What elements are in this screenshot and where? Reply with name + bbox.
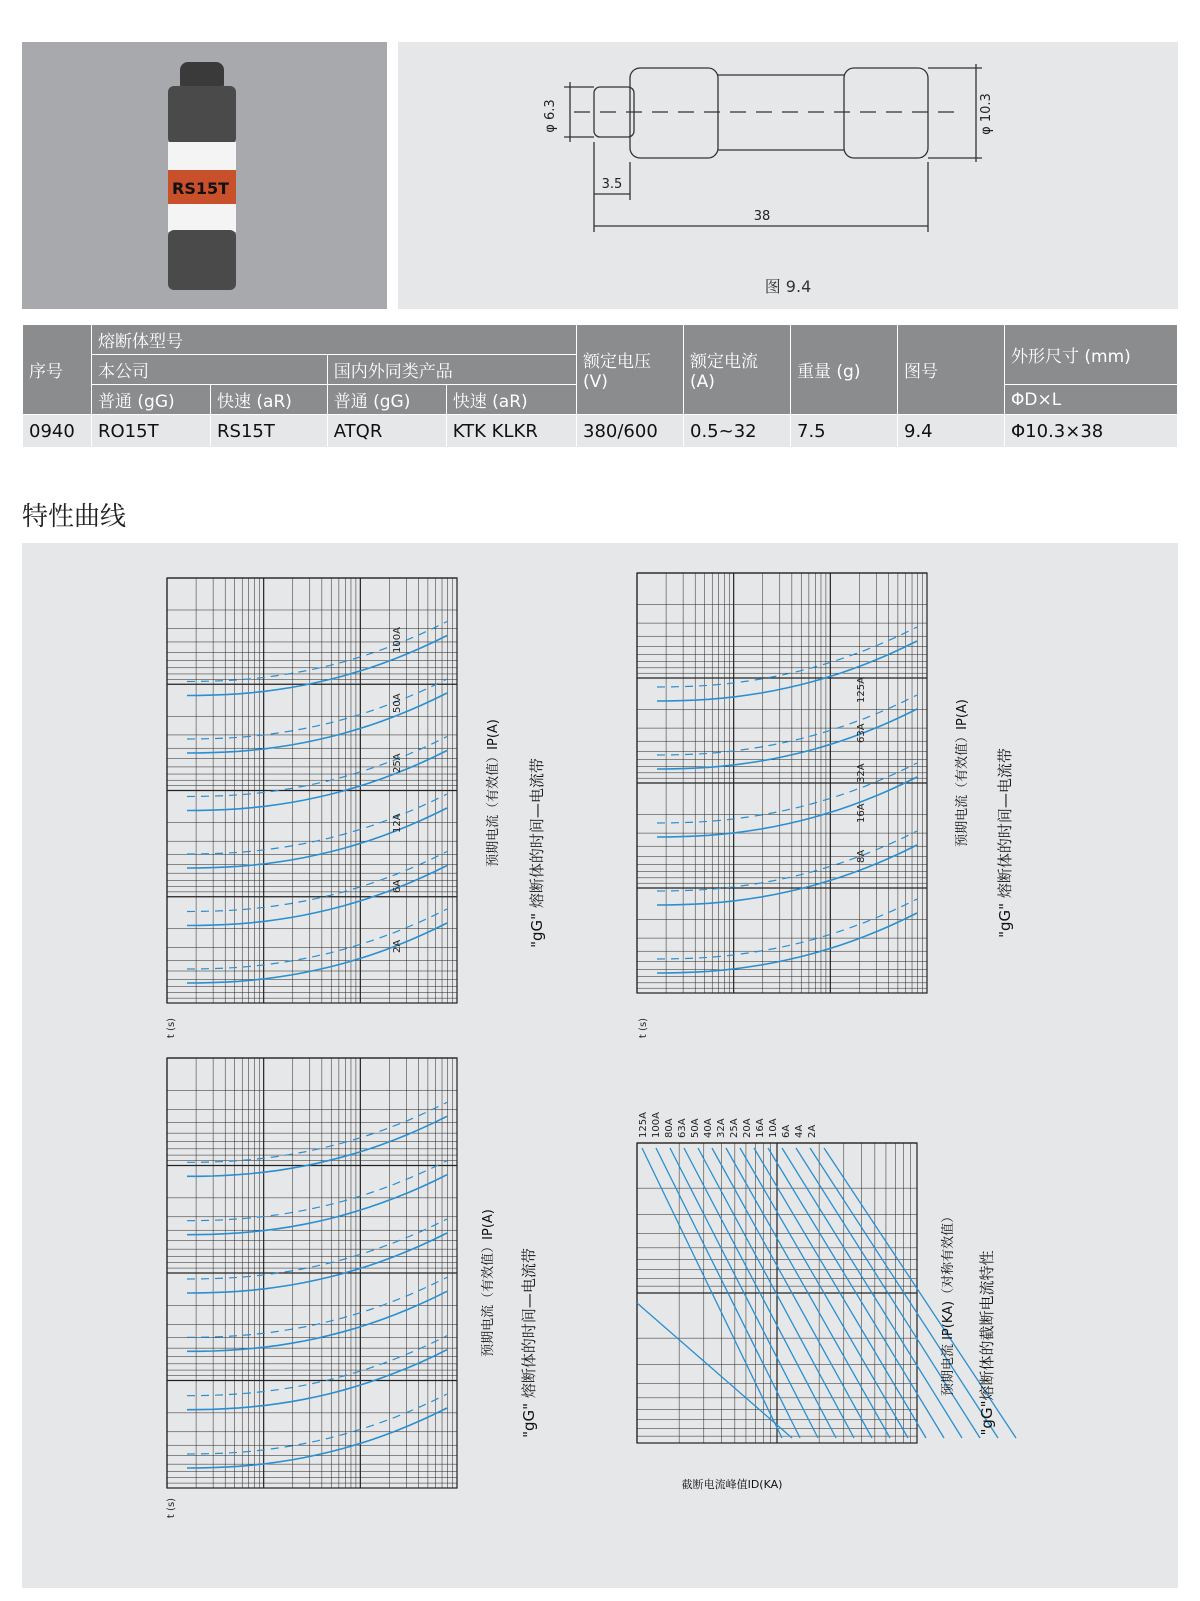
chart-1 bbox=[166, 578, 546, 1038]
fuse-photo-panel bbox=[22, 42, 387, 309]
amp-label: 63A bbox=[856, 723, 867, 743]
amp-label: 50A bbox=[690, 1118, 701, 1138]
header-dimensions: 外形尺寸 (mm) bbox=[1005, 325, 1178, 385]
dim-small-label: 3.5 bbox=[601, 177, 623, 192]
curves-svg bbox=[22, 543, 1178, 1588]
header-domestic: 国内外同类产品 bbox=[327, 355, 576, 385]
figure-caption: 图 9.4 bbox=[764, 277, 812, 296]
header-fast-domestic: 快速 (aR) bbox=[446, 385, 576, 415]
chart-3-t-label: t (s) bbox=[166, 1497, 177, 1519]
fuse-photo bbox=[22, 42, 387, 309]
chart-4-amp-labels bbox=[638, 1112, 818, 1138]
amp-label: 50A bbox=[392, 693, 403, 713]
amp-label: 20A bbox=[742, 1118, 753, 1138]
amp-label: 32A bbox=[716, 1118, 727, 1138]
chart-2-t-label: t (s) bbox=[638, 1017, 649, 1039]
amp-label: 6A bbox=[781, 1124, 792, 1138]
header-company: 本公司 bbox=[92, 355, 328, 385]
cell-dims: Φ10.3×38 bbox=[1005, 415, 1178, 448]
chart-1-title: "gG" 熔断体的时间—电流带 bbox=[528, 758, 546, 948]
cell-dom-fast: KTK KLKR bbox=[446, 415, 576, 448]
header-normal-domestic: 普通 (gG) bbox=[327, 385, 446, 415]
amp-label: 40A bbox=[703, 1118, 714, 1138]
cell-figure: 9.4 bbox=[898, 415, 1005, 448]
header-voltage: 额定电压 (V) bbox=[577, 325, 684, 415]
amp-label: 100A bbox=[651, 1112, 662, 1138]
amp-label: 63A bbox=[677, 1118, 688, 1138]
amp-label: 80A bbox=[664, 1118, 675, 1138]
amp-label: 10A bbox=[768, 1118, 779, 1138]
cell-normal: RO15T bbox=[92, 415, 211, 448]
amp-label: 2A bbox=[807, 1124, 818, 1138]
fuse-dimension-drawing bbox=[398, 42, 1178, 309]
header-normal-company: 普通 (gG) bbox=[92, 385, 211, 415]
amp-label: 25A bbox=[392, 753, 403, 773]
chart-4 bbox=[637, 1112, 1016, 1491]
curves-panel bbox=[22, 543, 1178, 1588]
chart-2 bbox=[637, 573, 1014, 1038]
amp-label: 16A bbox=[755, 1118, 766, 1138]
amp-label: 125A bbox=[638, 1112, 649, 1138]
header-weight: 重量 (g) bbox=[791, 325, 898, 415]
table-row bbox=[23, 415, 1178, 448]
dim-right-label: φ 10.3 bbox=[979, 93, 994, 135]
chart-3-title: "gG" 熔断体的时间—电流带 bbox=[520, 1248, 538, 1438]
section-title: 特性曲线 bbox=[22, 502, 127, 532]
fuse-photo-label: RS15T bbox=[172, 179, 230, 198]
cell-weight: 7.5 bbox=[791, 415, 898, 448]
amp-label: 32A bbox=[856, 763, 867, 783]
header-model: 熔断体型号 bbox=[92, 325, 577, 355]
dim-length-label: 38 bbox=[753, 209, 771, 224]
header-index: 序号 bbox=[23, 325, 92, 415]
cell-current: 0.5~32 bbox=[684, 415, 791, 448]
dim-left-label: φ 6.3 bbox=[543, 99, 558, 133]
chart-4-xlabel: 预期电流 IP(KA)（对称有效值） bbox=[941, 1209, 956, 1397]
header-current: 额定电流 (A) bbox=[684, 325, 791, 415]
chart-3-xlabel: 预期电流（有效值）IP(A) bbox=[481, 1209, 496, 1357]
cell-fast: RS15T bbox=[211, 415, 328, 448]
cell-voltage: 380/600 bbox=[577, 415, 684, 448]
amp-label: 6A bbox=[392, 879, 403, 893]
dimension-drawing-panel bbox=[398, 42, 1178, 309]
amp-label: 16A bbox=[856, 803, 867, 823]
chart-1-xlabel: 预期电流（有效值）IP(A) bbox=[486, 719, 501, 867]
amp-label: 4A bbox=[794, 1124, 805, 1138]
chart-2-xlabel: 预期电流（有效值）IP(A) bbox=[955, 699, 970, 847]
spec-table bbox=[22, 324, 1178, 448]
header-figure: 图号 bbox=[898, 325, 1005, 415]
amp-label: 125A bbox=[856, 677, 867, 703]
header-fast-company: 快速 (aR) bbox=[211, 385, 328, 415]
chart-1-t-label: t (s) bbox=[166, 1017, 177, 1039]
chart-4-title: "gG"熔断体的截断电流特性 bbox=[978, 1250, 996, 1436]
amp-label: 12A bbox=[392, 813, 403, 833]
chart-4-ylabel: 截断电流峰值ID(KA) bbox=[681, 1478, 783, 1491]
cell-index: 0940 bbox=[23, 415, 92, 448]
amp-label: 2A bbox=[392, 939, 403, 953]
chart-3 bbox=[166, 1058, 538, 1518]
chart-2-grid bbox=[637, 573, 927, 993]
cell-dom-normal: ATQR bbox=[327, 415, 446, 448]
amp-label: 100A bbox=[392, 627, 403, 653]
amp-label: 8A bbox=[856, 849, 867, 863]
chart-2-title: "gG" 熔断体的时间—电流带 bbox=[996, 748, 1014, 938]
header-dims-formula: ΦD×L bbox=[1005, 385, 1178, 415]
amp-label: 25A bbox=[729, 1118, 740, 1138]
